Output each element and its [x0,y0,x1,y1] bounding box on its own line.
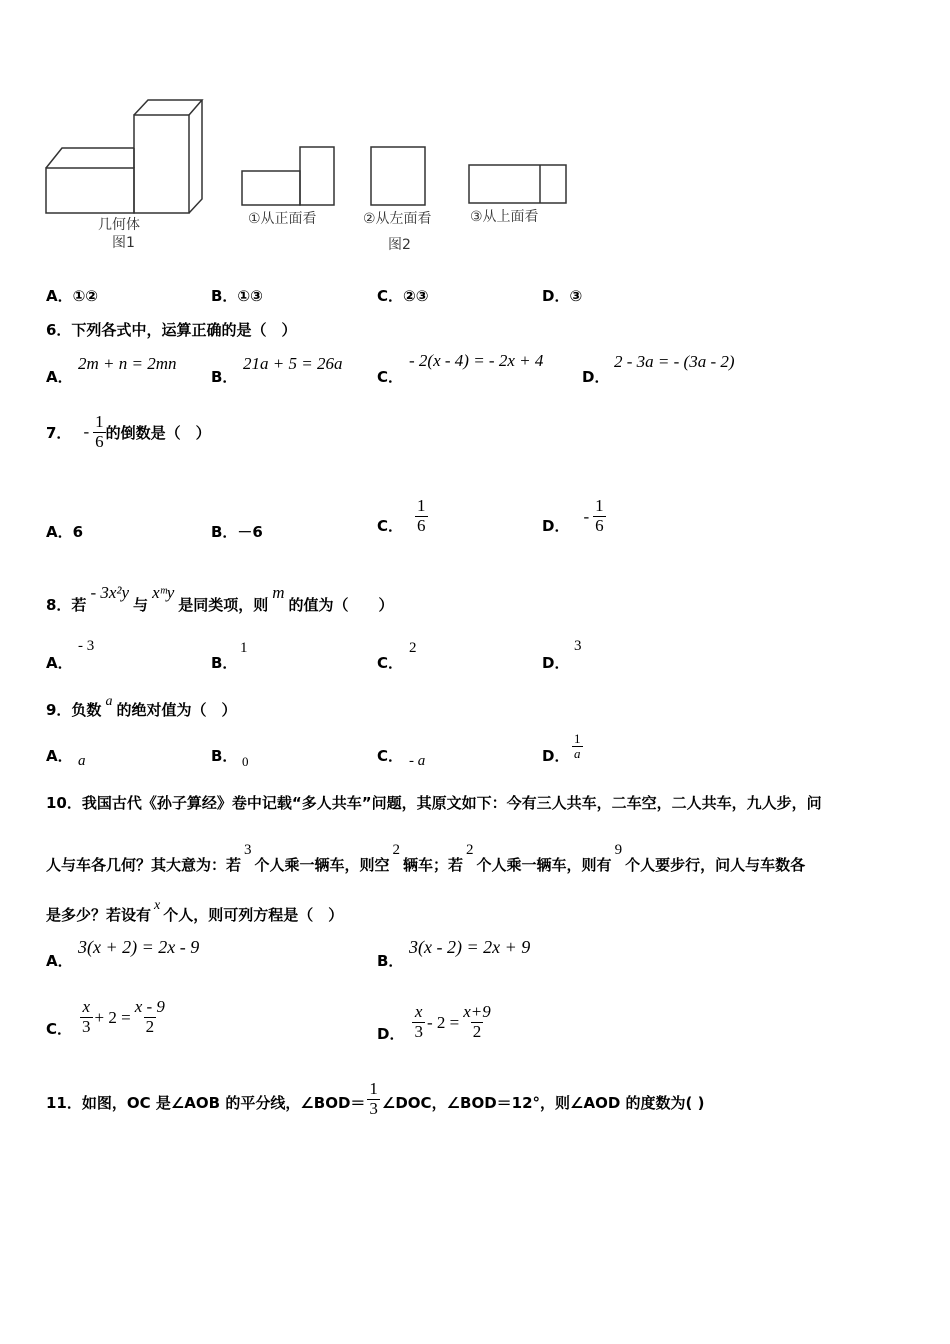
q7-number: 7． [46,423,72,442]
q10-num-9: 9 [614,842,623,858]
q9-option-d-label[interactable]: D． [542,747,570,765]
q10-l2-e: 个人要步行，问人与车数各 [625,856,806,874]
solid-drawing [46,100,202,213]
q7-option-d-denominator: 6 [595,516,604,535]
q5-option-d[interactable]: D．③ [542,287,583,305]
q10-l2-d: 个人乘一辆车，则有 [476,856,612,874]
q7-option-d-numerator: 1 [595,496,604,516]
figure-1-caption: 几何体 [98,217,140,233]
q7-option-d-fraction [593,497,606,535]
q10-option-c-frac-1 [80,998,93,1036]
q8-option-d-label[interactable]: D． [542,654,570,672]
view-front [242,147,334,205]
q10-l3-b: 个人，则可列方程是（ ） [163,906,344,924]
q8-number: 8．若 [46,596,87,614]
q5-option-b[interactable]: B．①③ [211,287,263,305]
q11-stem [46,1080,704,1118]
q11-fraction [367,1080,380,1118]
q9-option-d-denominator: a [574,746,581,762]
view-top-caption: ③从上面看 [470,209,539,225]
q10-option-c-d1: 3 [82,1017,91,1036]
q9-option-d-numerator: 1 [574,731,581,746]
q7-option-c-numerator: 1 [417,496,426,516]
q8-term-2: xᵐy [152,583,175,602]
view-front-caption: ①从正面看 [248,211,317,227]
q6-option-a-label[interactable]: A． [46,368,73,386]
q8-option-c[interactable]: 2 [409,640,417,656]
q6-option-d[interactable]: 2 - 3a = - (3a - 2) [614,352,735,371]
q5-option-c[interactable]: C．②③ [377,287,429,305]
q7-option-c-label: C． [377,517,404,535]
q7-option-c[interactable] [377,497,428,536]
figure-1-label: 图1 [112,235,135,251]
q8-option-a-label[interactable]: A． [46,654,73,672]
q10-option-c-n2: x - 9 [134,997,165,1017]
q8-tail: 的值为（ ） [288,596,394,614]
q7-fraction-denominator: 6 [95,431,104,451]
q10-option-d-frac-1 [412,1003,425,1041]
q7-stem-tail: 的倒数是（ ） [105,423,211,442]
q8-option-d[interactable]: 3 [574,638,582,654]
q10-option-d-label: D． [377,1025,405,1043]
q9-option-d-fraction [572,732,583,762]
q10-option-c-label: C． [46,1020,73,1038]
q10-option-c-n1: x [82,997,91,1017]
view-left-caption: ②从左面看 [363,211,432,227]
q8-stem [46,583,394,615]
q11-part-b: ∠DOC，∠BOD＝12°，则∠AOD 的度数为( ) [381,1093,705,1112]
q9-option-b-label[interactable]: B． [211,747,238,765]
q10-l2-c: 辆车；若 [403,856,464,874]
q6-option-c[interactable]: - 2(x - 4) = - 2x + 4 [409,351,544,370]
q7-option-d-label: D． [542,517,570,535]
q7-fraction [93,413,106,451]
q7-option-d[interactable] [542,497,606,536]
q8-and: 与 [133,596,149,614]
q6-option-d-label[interactable]: D． [582,368,610,386]
q10-option-b-label[interactable]: B． [377,952,404,970]
q5-option-a[interactable]: A．①② [46,287,99,305]
q7-minus: - [83,422,90,442]
q9-option-c-label[interactable]: C． [377,747,404,765]
q9-stem [46,694,236,720]
q8-option-b[interactable]: 1 [240,640,248,656]
q10-option-d-mid: - 2 = [426,1012,460,1032]
q8-option-a[interactable]: - 3 [78,638,95,654]
q10-option-d-n1: x [414,1002,423,1022]
q7-option-b[interactable]: B．－6 [211,523,263,541]
q10-option-d-d2: 2 [472,1022,482,1041]
q10-option-c-frac-2 [133,998,167,1036]
q10-num-2b: 2 [466,842,474,858]
q7-option-a[interactable]: A．6 [46,523,84,541]
q11-part-a: 11．如图，OC 是∠AOB 的平分线，∠BOD＝ [46,1093,366,1112]
q6-option-b-label[interactable]: B． [211,368,238,386]
q9-option-a-label[interactable]: A． [46,747,73,765]
q9-option-b[interactable]: 0 [242,754,249,769]
q8-var-m: m [272,583,285,602]
q10-num-2a: 2 [392,842,401,858]
q7-stem [46,413,211,451]
q9-option-c[interactable]: - a [409,753,426,769]
view-left [371,147,425,205]
q10-var-x: x [154,898,161,913]
q9-option-a[interactable]: a [78,753,86,769]
q10-option-a-label[interactable]: A． [46,952,73,970]
q7-fraction-numerator: 1 [95,412,104,431]
q11-fraction-numerator: 1 [369,1079,378,1098]
q6-option-c-label[interactable]: C． [377,368,404,386]
q10-line-2 [46,842,805,875]
q10-num-3: 3 [244,842,252,858]
figure-area [40,95,580,260]
q10-l3-a: 是多少？若设有 [46,906,152,924]
q6-stem: 6．下列各式中，运算正确的是（ ） [46,321,297,339]
q6-option-a[interactable]: 2m + n = 2mn [78,354,177,373]
q10-option-d-frac-2 [461,1003,493,1041]
q10-option-d-d1: 3 [414,1022,423,1041]
q8-term-1: - 3x²y [90,583,130,602]
q9-option-d[interactable] [572,732,583,762]
q9-tail: 的绝对值为（ ） [116,701,237,719]
q10-option-a[interactable]: 3(x + 2) = 2x - 9 [78,937,200,957]
view-top [469,165,566,203]
q10-option-c-d2: 2 [145,1017,155,1036]
q11-fraction-denominator: 3 [369,1098,378,1118]
q10-option-c-mid: + 2 = [94,1007,131,1027]
q10-option-d-n2: x+9 [463,1002,491,1022]
q6-option-b[interactable]: 21a + 5 = 26a [243,354,343,373]
q10-l2-a: 人与车各几何？其大意为：若 [46,856,242,874]
q7-option-d-minus: - [583,506,590,526]
q9-number: 9．负数 [46,701,102,719]
q10-option-c[interactable] [46,996,167,1039]
q10-l2-b: 个人乘一辆车，则空 [254,856,390,874]
q8-option-c-label[interactable]: C． [377,654,404,672]
q10-line-1: 10．我国古代《孙子算经》卷中记载“多人共车”问题，其原文如下：今有三人共车，二车空，二人共车，九人步，问 [46,794,822,812]
q8-option-b-label[interactable]: B． [211,654,238,672]
q10-line-3 [46,898,343,925]
q8-mid: 是同类项，则 [178,596,269,614]
q10-option-b[interactable]: 3(x - 2) = 2x + 9 [409,937,531,957]
q7-option-c-denominator: 6 [417,516,426,535]
q9-var-a: a [105,694,113,709]
q7-option-c-fraction [415,497,428,535]
q10-option-d[interactable] [377,1001,493,1044]
figure-2-label: 图2 [388,237,411,253]
